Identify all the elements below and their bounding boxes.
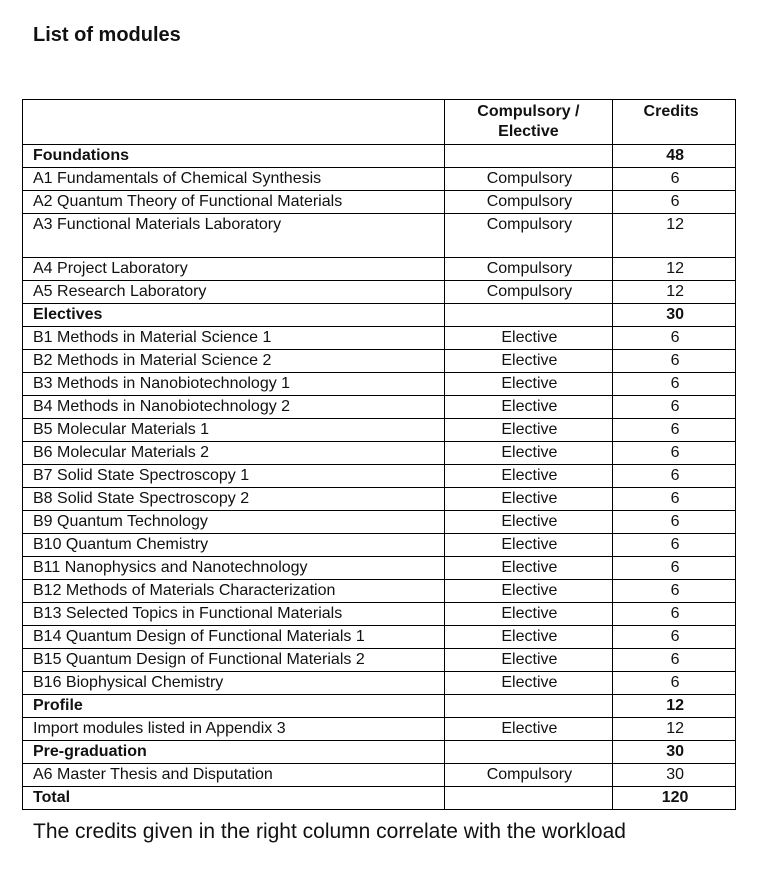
type-cell: Compulsory: [444, 258, 613, 281]
credits-cell: 12: [613, 718, 736, 741]
header-row: [23, 100, 736, 145]
type-cell: Compulsory: [444, 168, 613, 191]
table-row: [23, 396, 736, 419]
credits-cell: 12: [613, 214, 736, 258]
type-cell: Elective: [444, 672, 613, 695]
table-row: [23, 649, 736, 672]
group-row: [23, 304, 736, 327]
table-row: [23, 419, 736, 442]
module-cell: A6 Master Thesis and Disputation: [23, 764, 445, 787]
module-cell: Profile: [23, 695, 445, 718]
module-cell: Electives: [23, 304, 445, 327]
group-row: [23, 695, 736, 718]
table-row: [23, 258, 736, 281]
table-row: [23, 191, 736, 214]
type-cell: Elective: [444, 327, 613, 350]
credits-cell: 6: [613, 373, 736, 396]
credits-cell: 6: [613, 419, 736, 442]
credits-cell: 12: [613, 258, 736, 281]
module-cell: B11 Nanophysics and Nanotechnology: [23, 557, 445, 580]
credits-cell: 6: [613, 465, 736, 488]
type-cell: Elective: [444, 350, 613, 373]
credits-cell: 6: [613, 327, 736, 350]
table-row: [23, 465, 736, 488]
table-row: [23, 488, 736, 511]
module-cell: B6 Molecular Materials 2: [23, 442, 445, 465]
type-cell: Elective: [444, 626, 613, 649]
module-cell: Import modules listed in Appendix 3: [23, 718, 445, 741]
credits-cell: 6: [613, 442, 736, 465]
table-body: [23, 145, 736, 810]
module-cell: B13 Selected Topics in Functional Materials: [23, 603, 445, 626]
module-cell: Pre-graduation: [23, 741, 445, 764]
credits-cell: 6: [613, 626, 736, 649]
module-cell: Foundations: [23, 145, 445, 168]
credits-cell: 6: [613, 672, 736, 695]
type-cell: Elective: [444, 557, 613, 580]
table-row: [23, 373, 736, 396]
type-cell: Elective: [444, 603, 613, 626]
type-cell: Elective: [444, 534, 613, 557]
type-cell: Elective: [444, 649, 613, 672]
credits-cell: 30: [613, 741, 736, 764]
credits-cell: 6: [613, 168, 736, 191]
module-cell: B12 Methods of Materials Characterization: [23, 580, 445, 603]
module-cell: B7 Solid State Spectroscopy 1: [23, 465, 445, 488]
credits-cell: 6: [613, 396, 736, 419]
footer-note: The credits given in the right column correlate with the workload: [33, 820, 626, 843]
type-cell: Elective: [444, 442, 613, 465]
table-row: [23, 580, 736, 603]
credits-cell: 6: [613, 534, 736, 557]
credits-cell: 6: [613, 488, 736, 511]
table-row: [23, 327, 736, 350]
credits-cell: 6: [613, 511, 736, 534]
table-row: [23, 214, 736, 258]
module-cell: B5 Molecular Materials 1: [23, 419, 445, 442]
table-header: [23, 100, 736, 145]
table-row: [23, 718, 736, 741]
page-title: List of modules: [33, 24, 181, 46]
type-cell: Elective: [444, 419, 613, 442]
credits-cell: 6: [613, 603, 736, 626]
module-cell: B10 Quantum Chemistry: [23, 534, 445, 557]
type-cell: Compulsory: [444, 764, 613, 787]
group-row: [23, 145, 736, 168]
credits-cell: 12: [613, 281, 736, 304]
type-cell: Compulsory: [444, 281, 613, 304]
type-cell: Elective: [444, 373, 613, 396]
credits-cell: 30: [613, 764, 736, 787]
type-cell: [444, 787, 613, 810]
module-cell: Total: [23, 787, 445, 810]
type-cell: [444, 304, 613, 327]
type-cell: Elective: [444, 718, 613, 741]
credits-cell: 30: [613, 304, 736, 327]
module-cell: B1 Methods in Material Science 1: [23, 327, 445, 350]
module-cell: A4 Project Laboratory: [23, 258, 445, 281]
table-row: [23, 603, 736, 626]
table-row: [23, 350, 736, 373]
module-cell: B9 Quantum Technology: [23, 511, 445, 534]
module-cell: B14 Quantum Design of Functional Materials 1: [23, 626, 445, 649]
credits-cell: 120: [613, 787, 736, 810]
header-module: [23, 100, 445, 145]
table-row: [23, 281, 736, 304]
module-cell: B4 Methods in Nanobiotechnology 2: [23, 396, 445, 419]
table-row: [23, 626, 736, 649]
table-row: [23, 534, 736, 557]
table-row: [23, 672, 736, 695]
credits-cell: 48: [613, 145, 736, 168]
module-cell: A3 Functional Materials Laboratory: [23, 214, 445, 258]
type-cell: Elective: [444, 465, 613, 488]
module-cell: B3 Methods in Nanobiotechnology 1: [23, 373, 445, 396]
header-compulsory-elective: Compulsory / Elective: [444, 100, 613, 145]
module-cell: A2 Quantum Theory of Functional Materials: [23, 191, 445, 214]
type-cell: Compulsory: [444, 214, 613, 258]
type-cell: [444, 695, 613, 718]
module-cell: A1 Fundamentals of Chemical Synthesis: [23, 168, 445, 191]
table-row: [23, 764, 736, 787]
module-cell: B2 Methods in Material Science 2: [23, 350, 445, 373]
module-cell: A5 Research Laboratory: [23, 281, 445, 304]
credits-cell: 12: [613, 695, 736, 718]
module-cell: B8 Solid State Spectroscopy 2: [23, 488, 445, 511]
type-cell: [444, 145, 613, 168]
modules-table: [22, 99, 736, 810]
module-cell: B15 Quantum Design of Functional Materials 2: [23, 649, 445, 672]
type-cell: Elective: [444, 396, 613, 419]
type-cell: Elective: [444, 580, 613, 603]
group-row: [23, 741, 736, 764]
header-credits: Credits: [613, 100, 736, 145]
credits-cell: 6: [613, 580, 736, 603]
type-cell: [444, 741, 613, 764]
type-cell: Elective: [444, 511, 613, 534]
table-row: [23, 511, 736, 534]
type-cell: Compulsory: [444, 191, 613, 214]
credits-cell: 6: [613, 191, 736, 214]
table-row: [23, 557, 736, 580]
group-row: [23, 787, 736, 810]
type-cell: Elective: [444, 488, 613, 511]
credits-cell: 6: [613, 649, 736, 672]
module-cell: B16 Biophysical Chemistry: [23, 672, 445, 695]
table-row: [23, 442, 736, 465]
credits-cell: 6: [613, 350, 736, 373]
credits-cell: 6: [613, 557, 736, 580]
table-row: [23, 168, 736, 191]
